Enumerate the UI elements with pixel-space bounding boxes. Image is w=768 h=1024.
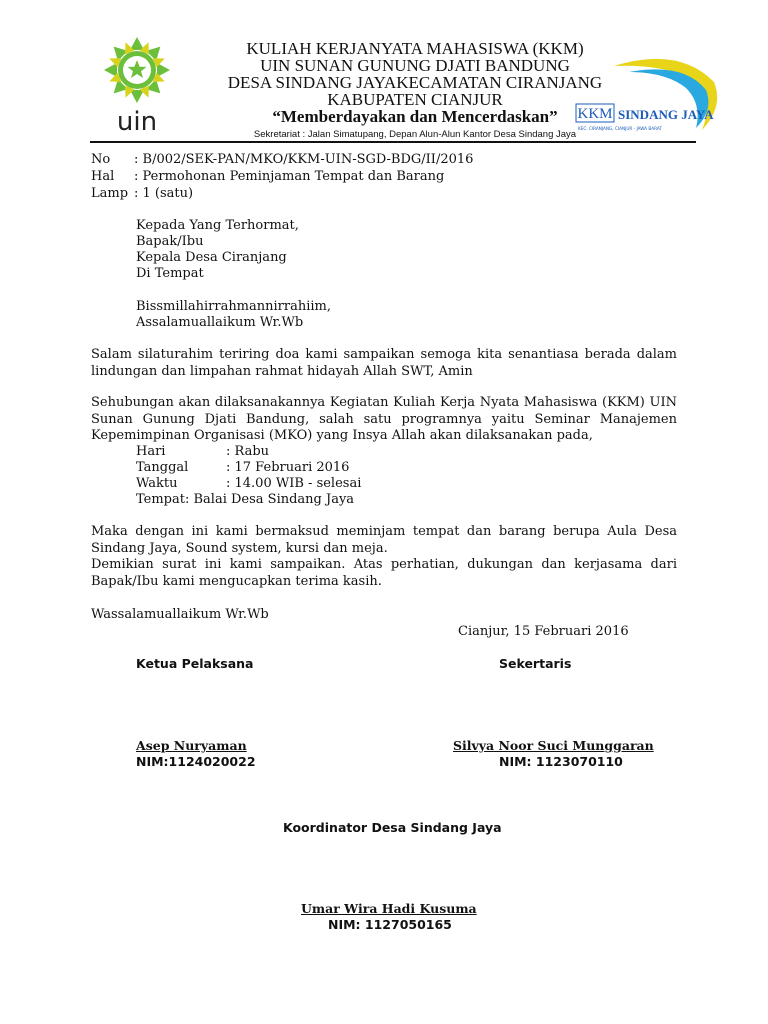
event-waktu-value: : 14.00 WIB - selesai	[226, 476, 362, 491]
event-tanggal-value: : 17 Februari 2016	[226, 460, 350, 475]
signature-coordinator-title: Koordinator Desa Sindang Jaya	[283, 820, 502, 835]
letterhead-line-2: UIN SUNAN GUNUNG DJATI BANDUNG	[260, 56, 570, 75]
meta-lamp-label: Lamp	[91, 186, 129, 201]
letterhead-motto: “Memberdayakan dan Mencerdaskan”	[272, 107, 558, 126]
paragraph-request: Maka dengan ini kami bermaksud meminjam tempat dan barang berupa Aula Desa Sindang Jaya, Sound system, kursi dan meja.	[91, 524, 677, 556]
kkm-sindang-jaya-logo	[574, 52, 724, 138]
letterhead-line-4: KABUPATEN CIANJUR	[327, 90, 503, 109]
meta-lamp-value: : 1 (satu)	[134, 186, 194, 201]
signature-coordinator-name: Umar Wira Hadi Kusuma	[301, 901, 477, 916]
uin-logo-text: uin	[116, 107, 158, 137]
closing-salam: Wassalamuallaikum Wr.Wb	[91, 607, 269, 622]
paragraph-opening: Salam silaturahim teriring doa kami sampaikan semoga kita senantiasa berada dalam lindungan dan limpahan rahmat hidayah Allah SWT, Amin	[91, 347, 677, 379]
greeting-bismillah: Bissmillahirrahmannirrahiim,	[136, 299, 331, 314]
kkm-logo-name: SINDANG JAYA	[618, 107, 714, 122]
meta-hal-value: : Permohonan Peminjaman Tempat dan Barang	[134, 169, 445, 184]
signature-left-nim: NIM:1124020022	[136, 754, 256, 769]
meta-hal-label: Hal	[91, 169, 115, 184]
event-tempat: Tempat: Balai Desa Sindang Jaya	[136, 492, 355, 507]
event-tanggal-label: Tanggal	[136, 460, 189, 475]
recipient-line-2: Bapak/Ibu	[136, 234, 204, 249]
paragraph-closing-thanks: Demikian surat ini kami sampaikan. Atas perhatian, dukungan dan kerjasama dari Bapak/Ibu kami mengucapkan terima kasih.	[91, 557, 677, 589]
letterhead-line-3: DESA SINDANG JAYAKECAMATAN CIRANJANG	[227, 73, 603, 92]
letterhead-address: Sekretariat : Jalan Simatupang, Depan Alun-Alun Kantor Desa Sindang Jaya	[253, 129, 577, 140]
recipient-line-1: Kepada Yang Terhormat,	[136, 218, 299, 233]
signature-left-title: Ketua Pelaksana	[136, 656, 254, 671]
signature-coordinator-nim: NIM: 1127050165	[328, 917, 452, 932]
kkm-logo-text: KKM	[577, 106, 613, 122]
recipient-line-4: Di Tempat	[136, 266, 204, 281]
signature-right-nim: NIM: 1123070110	[499, 754, 623, 769]
letter-date-place: Cianjur, 15 Februari 2016	[458, 624, 629, 639]
kkm-logo-subtitle: KEC. CIRANJANG, CIANJUR - JAWA BARAT	[578, 126, 662, 131]
uin-logo	[92, 30, 182, 138]
kkm-swoosh-icon	[574, 52, 724, 138]
signature-left-name: Asep Nuryaman	[136, 738, 247, 753]
recipient-line-3: Kepala Desa Ciranjang	[136, 250, 287, 265]
paragraph-context: Sehubungan akan dilaksanakannya Kegiatan Kuliah Kerja Nyata Mahasiswa (KKM) UIN Sunan Gunung Djati Bandung, salah satu programnya yaitu Seminar Manajemen Kepemimpinan Organisasi (MKO) yang Insya Allah akan dilaksanakan pada,	[91, 395, 677, 443]
meta-no-value: : B/002/SEK-PAN/MKO/KKM-UIN-SGD-BDG/II/2016	[134, 152, 474, 167]
event-hari-value: : Rabu	[226, 444, 270, 459]
uin-star-emblem-icon	[92, 30, 182, 138]
signature-right-name: Silvya Noor Suci Munggaran	[453, 738, 654, 753]
event-hari-label: Hari	[136, 444, 166, 459]
greeting-salam: Assalamuallaikum Wr.Wb	[136, 315, 304, 330]
event-waktu-label: Waktu	[136, 476, 178, 491]
meta-no-label: No	[91, 152, 111, 167]
letterhead-rule	[90, 141, 696, 143]
signature-right-title: Sekertaris	[499, 656, 572, 671]
letterhead-line-1: KULIAH KERJANYATA MAHASISWA (KKM)	[246, 39, 584, 58]
